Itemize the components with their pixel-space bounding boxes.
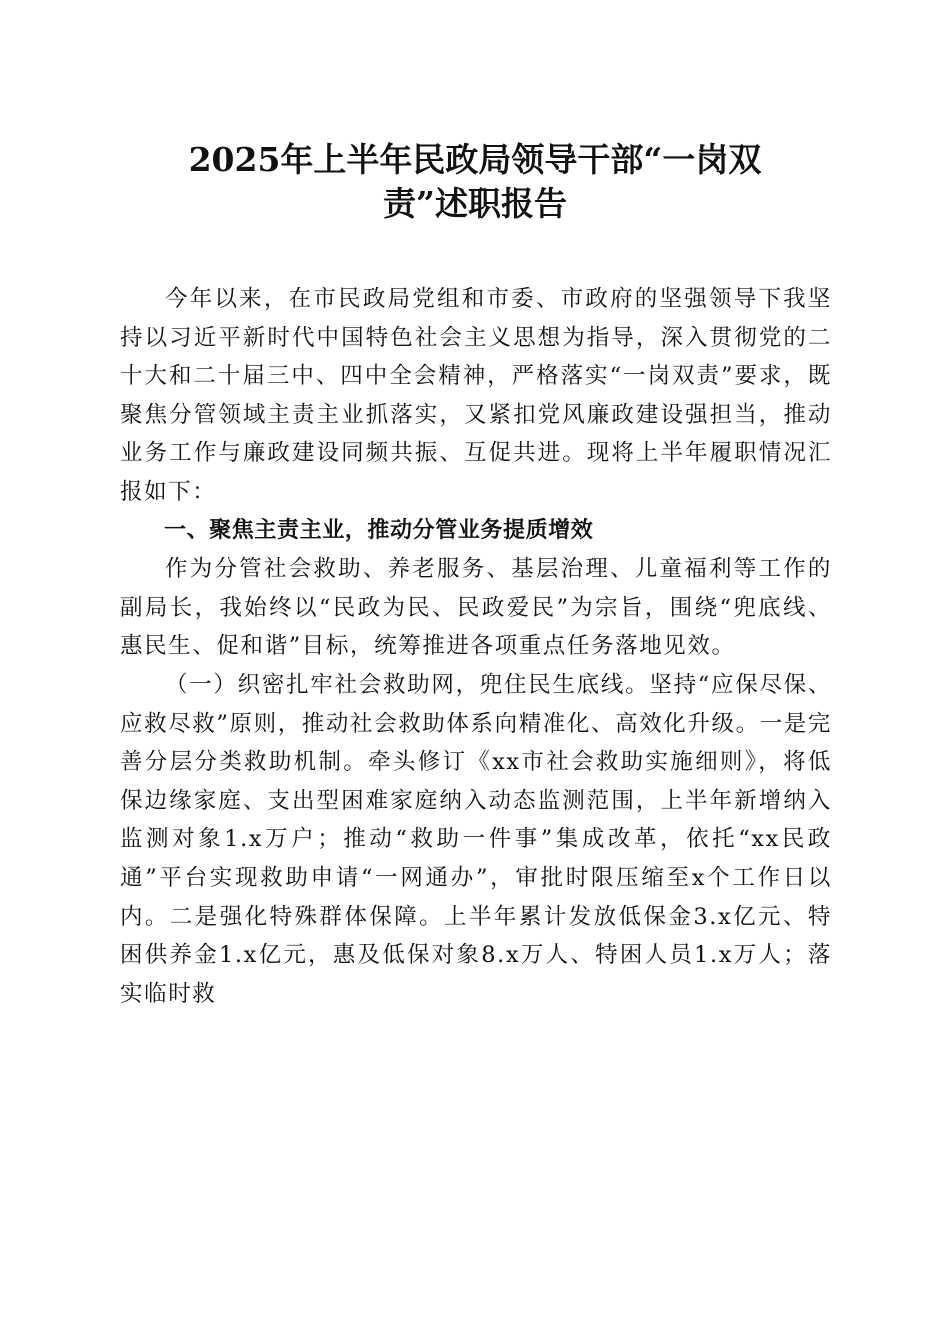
title-line-2: 责”述职报告 bbox=[383, 184, 567, 223]
document-body bbox=[120, 280, 832, 1013]
section-1-heading: 一、聚焦主责主业，推动分管业务提质增效 bbox=[164, 517, 594, 543]
intro-paragraph: 今年以来，在市民政局党组和市委、市政府的坚强领导下我坚持以习近平新时代中国特色社会主义思想为指导，深入贯彻党的二十大和二十届三中、四中全会精神，严格落实“一岗双责”要求，既聚焦分管领域主责主业抓落实，又紧扣党风廉政建设强担当，推动业务工作与廉政建设同频共振、互促共进。现将上半年履职情况汇报如下： bbox=[120, 286, 832, 505]
document-title bbox=[120, 138, 830, 226]
section-1-paragraph: 作为分管社会救助、养老服务、基层治理、儿童福利等工作的副局长，我始终以“民政为民、民政爱民”为宗旨，围绕“兜底线、惠民生、促和谐”目标，统筹推进各项重点任务落地见效。 bbox=[120, 556, 832, 660]
title-line-1: 2025年上半年民政局领导干部“一岗双 bbox=[188, 140, 762, 179]
subsection-1-paragraph: （一）织密扎牢社会救助网，兜住民生底线。坚持“应保尽保、应救尽救”原则，推动社会救助体系向精准化、高效化升级。一是完善分层分类救助机制。牵头修订《xx市社会救助实施细则》，将低保边缘家庭、支出型困难家庭纳入动态监测范围，上半年新增纳入监测对象1.x万户；推动“救助一件事”集成改革，依托“xx民政通”平台实现救助申请“一网通办”，审批时限压缩至x个工作日以内。二是强化特殊群体保障。上半年累计发放低保金3.x亿元、特困供养金1.x亿元，惠及低保对象8.x万人、特困人员1.x万人；落实临时救 bbox=[120, 671, 833, 1007]
